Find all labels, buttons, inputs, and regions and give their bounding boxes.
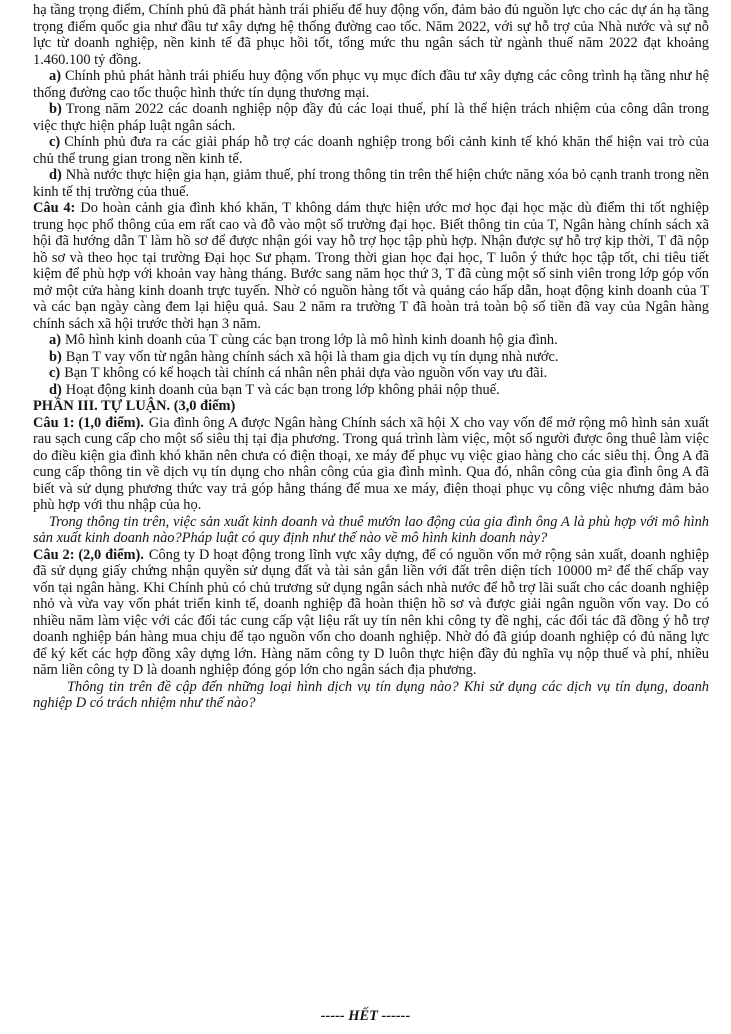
part3-title: PHẦN III. TỰ LUẬN. (3,0 điểm) <box>33 398 236 414</box>
q4-option-a: a) Mô hình kinh doanh của T cùng các bạn trong lớp là mô hình kinh doanh hộ gia đình. <box>49 332 558 348</box>
essay1-label: Câu 1: (1,0 điểm). <box>33 414 144 431</box>
essay1-text: Gia đình ông A được Ngân hàng Chính sách xã hội X cho vay vốn để mở rộng mô hình sản xuất rau sạch cung cấp cho một số siêu thị tại địa phương. Trong quá trình làm việc, một số người được ông thuê làm việc do điều kiện gia đình khó khăn nên chưa có điện thoại, xe máy để phục vụ việc giao hàng cho các siêu thị. Ông A đã cung cấp thông tin về dịch vụ tín dụng cho nhân công của gia đình mình. Qua đó, nhân công của gia đình ông A đã biết và sử dụng phương thức vay trả góp hằng tháng để mua xe máy, điện thoại phục vụ công việc nhưng đảm bảo phù hợp với thu nhập của họ. <box>33 414 709 513</box>
q4-option-b: b) Bạn T vay vốn từ ngân hàng chính sách xã hội là tham gia dịch vụ tín dụng nhà nước. <box>49 348 559 365</box>
q4-option-c: c) Bạn T không có kế hoạch tài chính cá nhân nên phải dựa vào nguồn vốn vay ưu đãi. <box>49 365 548 381</box>
q3-option-c: c) Chính phủ đưa ra các giải pháp hỗ trợ các doanh nghiệp trong bối cảnh kinh tế khó khăn thể hiện vai trò của chủ thể trung gian trong nền kinh tế. <box>33 134 709 167</box>
q3-option-a: a) Chính phủ phát hành trái phiếu huy động vốn phục vụ mục đích đầu tư xây dựng các công trình hạ tầng như hệ thống đường cao tốc thuộc hình thức tín dụng thương mại. <box>33 68 709 101</box>
essay1-prompt: Trong thông tin trên, việc sản xuất kinh doanh và thuê mướn lao động của gia đình ông A là phù hợp với mô hình sản xuất kinh doanh nào?Pháp luật có quy định như thế nào về mô hình kinh doanh này? <box>33 513 709 546</box>
q3-option-b: b) Trong năm 2022 các doanh nghiệp nộp đầy đủ các loại thuế, phí là thể hiện trách nhiệm của công dân trong việc thực hiện pháp luật ngân sách. <box>33 101 709 134</box>
q4-option-d: d) Hoạt động kinh doanh của bạn T và các bạn trong lớp không phải nộp thuế. <box>49 381 500 398</box>
q3-options <box>33 68 709 200</box>
essay2-text: Công ty D hoạt động trong lĩnh vực xây dựng, để có nguồn vốn mở rộng sản xuất, doanh nghiệp đã sử dụng giấy chứng nhận quyền sử dụng đất và tài sản gắn liền với đất trên diện tích 10000 m² để thế chấp vay vốn tại ngân hàng. Khi Chính phủ có chủ trương sử dụng ngân sách nhà nước để hỗ trợ lãi suất cho các doanh nghiệp nhỏ và vừa vay vốn phát triển kinh tế, doanh nghiệp đã hoàn thiện hồ sơ và được giải ngân nguồn vốn vay. Do có nhiều năm làm việc với các đối tác cung cấp vật liệu rất uy tín nên khi công ty đề nghị, các đối tác đã đồng ý hỗ trợ doanh nghiệp bán hàng mua chịu để tạo nguồn vốn cho doanh nghiệp. Nhờ đó đã giúp doanh nghiệp có đủ năng lực để ký kết các hợp đồng xây dựng lớn. Hàng năm công ty D luôn thực hiện đầy đủ nghĩa vụ nộp thuế và phí, nhiều năm liền công ty D là doanh nghiệp đóng góp lớn cho ngân sách địa phương. <box>33 546 710 678</box>
q4-text: Do hoàn cảnh gia đình khó khăn, T không dám thực hiện ước mơ học đại học mặc dù điểm thi tốt nghiệp trung học phổ thông của em rất cao và đỗ vào một số trường đại học. Biết thông tin của T, Ngân hàng chính sách xã hội đã hướng dẫn T làm hồ sơ để được nhận gói vay hỗ trợ học tập phù hợp. Nhận được sự hỗ trợ kịp thời, T đã nộp hồ sơ và theo học tại trường Đại học Sư phạm. Trong thời gian học đại học, T luôn ý thức học tập tốt, chi tiêu tiết kiệm để phù hợp với khoản vay hàng tháng. Bước sang năm học thứ 3, T đã cùng một số sinh viên trong lớp góp vốn mở một cửa hàng kinh doanh trực tuyến. Nhờ có nguồn hàng tốt và quảng cáo hấp dẫn, hoạt động kinh doanh của T và các bạn ngày càng đem lại hiệu quả. Sau 2 năm ra trường T đã hoàn trả toàn bộ số tiền đã vay của Ngân hàng chính sách xã hội trước thời hạn 3 năm. <box>33 200 709 332</box>
q4-options <box>33 332 709 398</box>
essay2-label: Câu 2: (2,0 điểm). <box>33 546 144 563</box>
essay2-prompt: Thông tin trên đề cập đến những loại hình dịch vụ tín dụng nào? Khi sử dụng các dịch vụ tín dụng, doanh nghiệp D có trách nhiệm như thế nào? <box>33 678 709 711</box>
end-mark: ----- HẾT ------ <box>320 1008 411 1024</box>
essay2-question <box>33 547 709 679</box>
intro-paragraph: hạ tầng trọng điểm, Chính phủ đã phát hành trái phiếu để huy động vốn, đảm bảo đủ nguồn lực cho các dự án hạ tầng trọng điểm quốc gia như đầu tư xây dựng hệ thống đường cao tốc. Năm 2022, với sự hỗ trợ của Nhà nước và sự nỗ lực từ doanh nghiệp, nền kinh tế đã phục hồi tốt, tổng mức thu ngân sách từ ngành thuế năm 2022 đạt khoảng 1.460.100 tỷ đồng. <box>33 2 709 68</box>
q3-option-d: d) Nhà nước thực hiện gia hạn, giảm thuế, phí trong thông tin trên thể hiện chức năng xóa bỏ cạnh tranh trong nền kinh tế thị trường của thuế. <box>33 167 709 200</box>
q4-label: Câu 4: <box>33 200 76 216</box>
essay1-question <box>33 415 709 514</box>
q4-question <box>33 200 709 332</box>
